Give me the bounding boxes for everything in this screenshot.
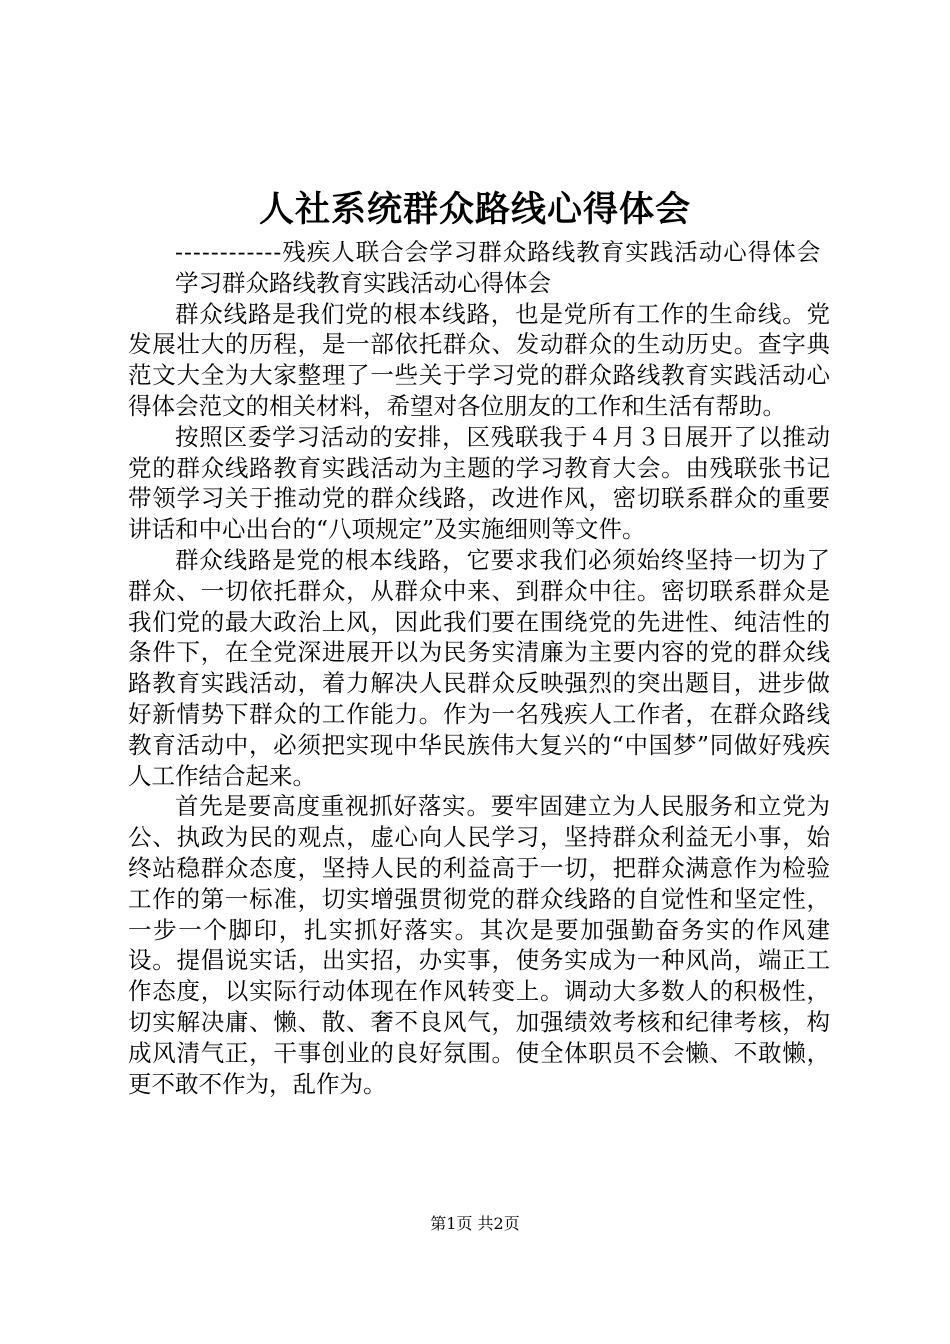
document-subtitle: ------------残疾人联合会学习群众路线教育实践活动心得体会 <box>175 238 822 266</box>
page-title: 人社系统群众路线心得体会 <box>258 189 691 230</box>
paragraph: 群众线路是党的根本线路，它要求我们必须始终坚持一切为了群众、一切依托群众，从群众中来、到群众中往。密切联系群众是我们党的最大政治上风，因此我们要在围绕党的先进性、纯洁性的条件下，在全党深进展开以为民务实清廉为主要内容的党的群众线路教育实践活动，着力解决人民群众反映强烈的突出题目，进步做好新情势下群众的工作能力。作为一名残疾人工作者，在群众路线教育活动中，必须把实现中华民族伟大复兴的“中国梦”同做好残疾人工作结合起来。 <box>128 545 830 790</box>
document-body <box>128 237 830 1099</box>
paragraph: 按照区委学习活动的安排，区残联我于４月３日展开了以推动党的群众线路教育实践活动为主题的学习教育大会。由残联张书记带领学习关于推动党的群众线路，改进作风，密切联系群众的重要讲话和中心出台的“八项规定”及实施细则等文件。 <box>128 422 830 544</box>
paragraph: 首先是要高度重视抓好落实。要牢固建立为人民服务和立党为公、执政为民的观点，虚心向人民学习，坚持群众利益无小事，始终站稳群众态度，坚持人民的利益高于一切，把群众满意作为检验工作的第一标准，切实增强贯彻党的群众线路的自觉性和坚定性，一步一个脚印，扎实抓好落实。其次是要加强勤奋务实的作风建设。提倡说实话，出实招，办实事，使务实成为一种风尚，端正工作态度，以实际行动体现在作风转变上。调动大多数人的积极性，切实解决庸、懒、散、奢不良风气，加强绩效考核和纪律考核，构成风清气正，干事创业的良好氛围。使全体职员不会懒、不敢懒，更不敢不作为，乱作为。 <box>128 792 830 1098</box>
paragraph: 群众线路是我们党的根本线路，也是党所有工作的生命线。党发展壮大的历程，是一部依托群众、发动群众的生动历史。查字典范文大全为大家整理了一些关于学习党的群众路线教育实践活动心得体会范文的相关材料，希望对各位朋友的工作和生活有帮助。 <box>128 299 830 420</box>
page-footer: 第1页 共2页 <box>430 1214 520 1233</box>
section-heading: 学习群众路线教育实践活动心得体会 <box>175 268 551 297</box>
